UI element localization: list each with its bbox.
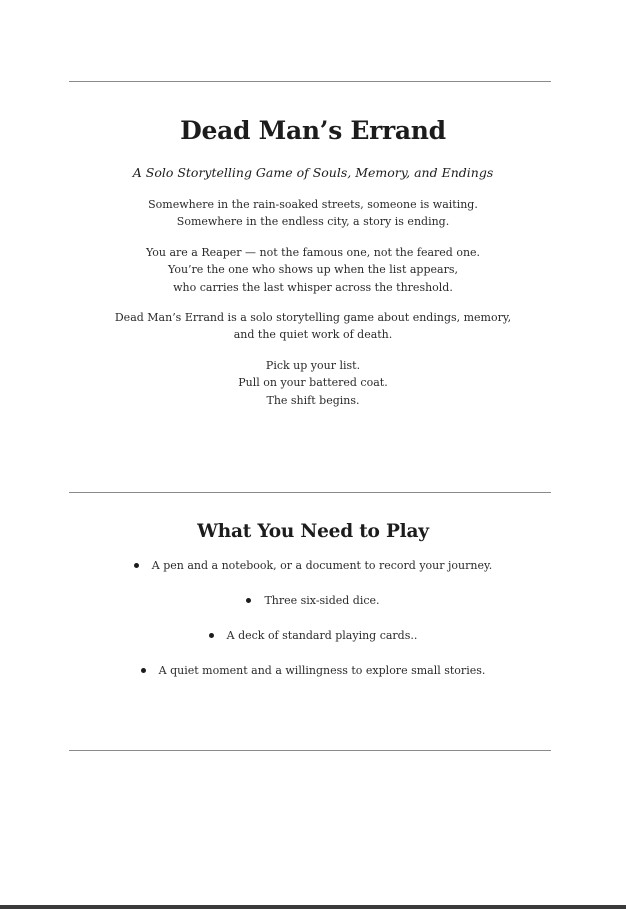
page-subtitle: A Solo Storytelling Game of Souls, Memory, and Endings [132, 165, 494, 180]
intro-line: Somewhere in the endless city, a story is ending. [176, 215, 450, 229]
bullet-icon [134, 563, 139, 568]
intro-line: You’re the one who shows up when the list appears, [168, 263, 458, 277]
intro-line: who carries the last whisper across the threshold. [173, 280, 453, 294]
list-item [0, 663, 626, 679]
bottom-divider [69, 750, 551, 751]
intro-line: The shift begins. [266, 393, 360, 407]
intro-line: Pull on your battered coat. [238, 376, 388, 390]
section-divider [69, 492, 551, 493]
list-item [0, 558, 626, 574]
list-item [0, 628, 626, 644]
intro-line: and the quiet work of death. [233, 328, 393, 342]
intro-paragraph-3 [0, 309, 626, 344]
list-item-text: Three six-sided dice. [264, 594, 380, 607]
bullet-icon [246, 598, 251, 603]
list-item-text: A quiet moment and a willingness to explore small stories. [158, 664, 486, 677]
section-heading: What You Need to Play [197, 521, 429, 542]
intro-line: Somewhere in the rain-soaked streets, someone is waiting. [148, 198, 478, 211]
horizontal-scrollbar[interactable] [0, 905, 626, 909]
intro-line: Pick up your list. [265, 359, 361, 372]
bullet-icon [209, 633, 214, 638]
intro-line: You are a Reaper — not the famous one, not the feared one. [145, 246, 481, 259]
list-item [0, 593, 626, 609]
bullet-icon [141, 668, 146, 673]
list-item-text: A deck of standard playing cards.. [226, 629, 418, 642]
intro-paragraph-4 [0, 357, 626, 409]
page-title: Dead Man’s Errand [180, 116, 446, 145]
intro-paragraph-1 [0, 196, 626, 231]
intro-line: Dead Man’s Errand is a solo storytelling game about endings, memory, [114, 311, 512, 324]
list-item-text: A pen and a notebook, or a document to record your journey. [151, 559, 493, 572]
top-divider [69, 81, 551, 82]
intro-paragraph-2 [0, 244, 626, 296]
